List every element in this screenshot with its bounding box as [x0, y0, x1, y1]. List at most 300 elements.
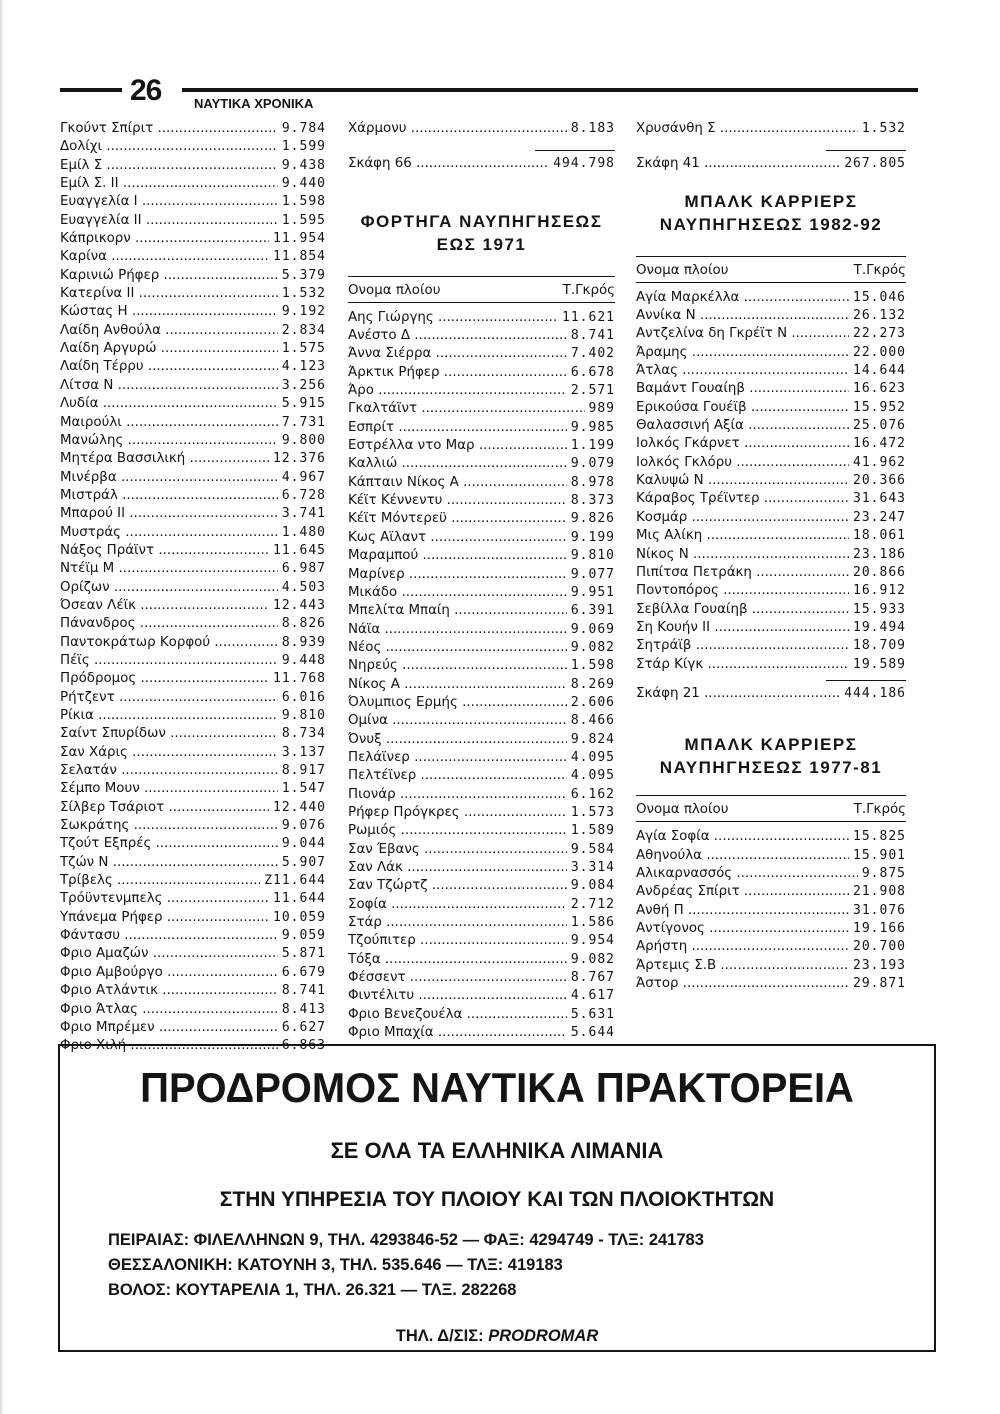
list-item — [636, 546, 906, 564]
gross-tonnage: 1.573 — [570, 804, 615, 820]
ship-name: Τζούπιτερ ..... — [348, 932, 567, 950]
gross-tonnage: 9.077 — [570, 566, 615, 582]
gross-tonnage: 29.871 — [853, 976, 906, 991]
gross-tonnage: 9.875 — [861, 865, 906, 881]
list-item — [348, 749, 615, 767]
ship-name: Σαν Τζώρτζ ..... — [348, 877, 567, 895]
gross-tonnage: 10.059 — [273, 909, 326, 925]
gross-tonnage: 7.731 — [281, 414, 326, 430]
gross-tonnage: 16.472 — [853, 436, 906, 452]
ship-name: Φριο Μπρέμεν ..... — [60, 1019, 278, 1037]
list-item — [348, 896, 615, 914]
gross-tonnage: 9.438 — [281, 157, 326, 173]
contact-volos: ΒΟΛΟΣ: ΚΟΥΤΑΡΕΛΙΑ 1, ΤΗΛ. 26.321 — ΤΛΞ. 282268 — [108, 1281, 517, 1299]
gross-tonnage: 4.095 — [570, 768, 615, 784]
ship-name: Θαλασσινή Αξία ..... — [636, 417, 849, 435]
table-header — [636, 795, 906, 822]
ship-name: Αρήστη ..... — [636, 938, 849, 956]
list-item — [60, 285, 326, 303]
list-item — [636, 490, 906, 508]
list-item — [636, 582, 906, 600]
ship-name: Φριο Ατλάντικ ..... — [60, 982, 278, 1000]
gross-tonnage: 9.076 — [281, 818, 326, 834]
gross-tonnage: 23.193 — [853, 957, 906, 973]
ship-name: Ευαγγελία ΙΙ ..... — [60, 212, 278, 230]
list-item — [60, 248, 326, 266]
sum-rule — [826, 150, 906, 151]
list-item — [636, 454, 906, 472]
header-rule-left — [60, 88, 122, 92]
column-1 — [60, 120, 326, 1056]
ship-name: Σελατάν ..... — [60, 762, 278, 780]
list-item — [60, 762, 326, 780]
ship-name: Γκούντ Σπίριτ ..... — [60, 120, 278, 138]
gross-tonnage: 11.768 — [273, 671, 326, 687]
gross-tonnage: 41.962 — [853, 454, 906, 470]
ship-name: Τρίβελς ..... — [60, 872, 260, 890]
gross-tonnage: 9.985 — [570, 419, 615, 435]
ship-name: Λίτσα Ν ..... — [60, 377, 278, 395]
gross-tonnage: 19.494 — [853, 619, 906, 635]
ad-tagline: ΣΕ ΟΛΑ ΤΑ ΕΛΛΗΝΙΚΑ ΛΙΜΑΝΙΑ — [330, 1138, 664, 1163]
ship-name: Ανέστο Δ ..... — [348, 327, 567, 345]
list-item — [348, 932, 615, 950]
list-item — [60, 432, 326, 450]
ship-name: Στάρ ..... — [348, 914, 567, 932]
page-number: 26 — [130, 74, 162, 107]
total-label: Σκάφη 21 ..... — [636, 685, 840, 703]
gross-tonnage: 9.448 — [281, 652, 326, 668]
ad-subtagline: ΣΤΗΝ ΥΠΗΡΕΣΙΑ ΤΟΥ ΠΛΟΙΟΥ ΚΑΙ ΤΩΝ ΠΛΟΙΟΚΤΗΤΩΝ — [219, 1188, 775, 1211]
ship-name: Πιονάρ ..... — [348, 786, 567, 804]
ship-name: Μικάδο ..... — [348, 584, 567, 602]
gross-tonnage: 2.834 — [281, 322, 326, 338]
gross-tonnage: 12.376 — [273, 451, 326, 467]
gross-tonnage: 31.643 — [853, 491, 906, 507]
list-item — [348, 621, 615, 639]
gross-tonnage: 6.162 — [570, 786, 615, 802]
list-item — [636, 417, 906, 435]
ship-name: Νάξος Πράϊντ ..... — [60, 542, 269, 560]
list-item — [60, 377, 326, 395]
section-subtitle: ΕΩΣ 1971 — [436, 234, 527, 254]
ship-name: Μανώλης ..... — [60, 432, 278, 450]
ship-name: Φριο Αμβούργο ..... — [60, 964, 278, 982]
ship-name: Άννα Σιέρρα ..... — [348, 345, 567, 363]
ship-list — [636, 828, 906, 993]
ship-name: Σεβίλλα Γουαίηβ ..... — [636, 601, 849, 619]
gross-tonnage: 9.824 — [570, 731, 615, 747]
list-item — [636, 883, 906, 901]
gross-tonnage: 1.532 — [861, 121, 906, 136]
gross-tonnage: 8.826 — [281, 616, 326, 632]
table-header — [636, 256, 906, 283]
total-label: Σκάφη 66 ..... — [348, 155, 549, 173]
list-item — [348, 400, 615, 418]
gross-tonnage: 1.595 — [281, 212, 326, 228]
list-item — [348, 345, 615, 363]
ship-name: Άρο ..... — [348, 382, 567, 400]
ship-name: Ιολκός Γκλόρυ ..... — [636, 454, 849, 472]
ship-name: Κάπταιν Νίκος Α ..... — [348, 474, 567, 492]
gross-tonnage: 1.589 — [570, 823, 615, 839]
ship-name: Νηρεύς ..... — [348, 657, 567, 675]
tel-label: ΤΗΛ. Δ/ΣΙΣ: — [395, 1327, 484, 1345]
list-item — [348, 529, 615, 547]
gross-tonnage: 9.810 — [570, 548, 615, 564]
ship-name: Πιπίτσα Πετράκη ..... — [636, 564, 849, 582]
gross-tonnage: 11.645 — [273, 542, 326, 558]
gross-tonnage: 6.627 — [281, 1019, 326, 1035]
ship-name: Ανδρέας Σπίριτ ..... — [636, 883, 849, 901]
ship-name: Φριο Μπαχία ..... — [348, 1024, 567, 1042]
list-item — [60, 964, 326, 982]
ship-name: Τζούτ Εξπρές ..... — [60, 835, 278, 853]
ship-name: Αντίγονος ..... — [636, 920, 849, 938]
gross-tonnage: 11.621 — [562, 309, 615, 325]
ship-name: Άραμης ..... — [636, 344, 849, 362]
list-item — [60, 927, 326, 945]
gross-tonnage: 8.917 — [281, 763, 326, 779]
list-item — [636, 957, 906, 975]
ship-name: Λαίδη Ανθούλα ..... — [60, 322, 278, 340]
ship-name: Άτλας ..... — [636, 362, 849, 380]
ship-name: Ντέϊμ Μ ..... — [60, 560, 278, 578]
list-item — [60, 689, 326, 707]
ship-name: Ανθή Π ..... — [636, 902, 849, 920]
page-header — [60, 74, 918, 114]
section-subtitle: ΝΑΥΠΗΓΗΣΕΩΣ 1982-92 — [659, 214, 883, 234]
gross-tonnage: 16.623 — [853, 381, 906, 397]
ship-name: Ομίνα ..... — [348, 712, 567, 730]
gross-tonnage: 20.700 — [853, 939, 906, 955]
column-header-tonnage: Τ.Γκρός — [853, 802, 906, 818]
list-item — [60, 120, 326, 138]
gross-tonnage: 1.547 — [281, 781, 326, 797]
gross-tonnage: 8.466 — [570, 713, 615, 729]
section-title: ΜΠΑΛΚ ΚΑΡΡΙΕΡΣ — [684, 191, 858, 211]
ship-name: Καλυψώ Ν ..... — [636, 472, 849, 490]
gross-tonnage: 2.571 — [570, 383, 615, 399]
ship-list — [60, 120, 326, 1056]
ship-name: Μιστράλ ..... — [60, 487, 278, 505]
ship-name: Σοφία ..... — [348, 896, 567, 914]
list-item — [348, 364, 615, 382]
ship-name: Εστρέλλα ντο Μαρ ..... — [348, 437, 567, 455]
ship-name: Εμίλ Σ ..... — [60, 157, 278, 175]
gross-tonnage: 8.939 — [281, 634, 326, 650]
ship-name: Λυδία ..... — [60, 395, 278, 413]
gross-tonnage: 22.000 — [853, 344, 906, 360]
list-item — [348, 877, 615, 895]
ship-name: Σαίντ Σπυρίδων ..... — [60, 725, 278, 743]
gross-tonnage: 9.800 — [281, 432, 326, 448]
gross-tonnage: 5.871 — [281, 946, 326, 962]
gross-tonnage: 6.863 — [281, 1038, 326, 1054]
list-item — [60, 1001, 326, 1019]
ship-name: Φάντασυ ..... — [60, 927, 278, 945]
list-item — [60, 615, 326, 633]
list-item — [60, 560, 326, 578]
list-item — [348, 841, 615, 859]
section-title: ΦΟΡΤΗΓΑ ΝΑΥΠΗΓΗΣΕΩΣ — [360, 211, 603, 231]
gross-tonnage: 6.678 — [570, 364, 615, 380]
ship-name: Άρκτικ Ρήφερ ..... — [348, 364, 567, 382]
gross-tonnage: 1.532 — [281, 286, 326, 302]
list-item — [636, 975, 906, 993]
list-item — [60, 303, 326, 321]
ship-name: Κοσμάρ ..... — [636, 509, 849, 527]
ship-name: Αλικαρνασσός ..... — [636, 865, 858, 883]
list-item — [60, 505, 326, 523]
section-subtitle: ΝΑΥΠΗΓΗΣΕΩΣ 1977-81 — [659, 758, 883, 778]
list-item — [636, 828, 906, 846]
list-item — [348, 1006, 615, 1024]
list-item — [636, 865, 906, 883]
ship-name: Φιντέλιτυ ..... — [348, 987, 567, 1005]
gross-tonnage: 1.480 — [281, 524, 326, 540]
gross-tonnage: 4.617 — [570, 988, 615, 1004]
gross-tonnage: 15.825 — [853, 829, 906, 845]
sum-rule — [535, 150, 615, 151]
ship-name: Γκαλτάϊντ ..... — [348, 400, 585, 418]
gross-tonnage: 9.069 — [570, 621, 615, 637]
ship-name: Πρόδρομος ..... — [60, 670, 269, 688]
gross-tonnage: 7.402 — [570, 346, 615, 362]
ship-name: Αντζελίνα δη Γκρέϊτ Ν ..... — [636, 325, 849, 343]
list-item — [60, 817, 326, 835]
list-item — [60, 469, 326, 487]
gross-tonnage: 9.826 — [570, 511, 615, 527]
ship-name: Νέος ..... — [348, 639, 567, 657]
gross-tonnage: 1.199 — [570, 438, 615, 454]
gross-tonnage: 31.076 — [853, 902, 906, 918]
contact-thessaloniki: ΘΕΣΣΑΛΟΝΙΚΗ: ΚΑΤΟΥΝΗ 3, ΤΗΛ. 535.646 — ΤΛΞ: 419183 — [108, 1256, 563, 1274]
gross-tonnage: 9.199 — [570, 529, 615, 545]
total-label: Σκάφη 41 ..... — [636, 155, 840, 173]
list-item — [348, 657, 615, 675]
gross-tonnage: 8.741 — [281, 983, 326, 999]
list-item — [348, 712, 615, 730]
list-item — [348, 492, 615, 510]
gross-tonnage: 9.440 — [281, 176, 326, 192]
gross-tonnage: 4.095 — [570, 749, 615, 765]
list-item — [348, 547, 615, 565]
ship-name: Ερικούσα Γουέϊβ ..... — [636, 399, 849, 417]
table-header — [348, 276, 615, 303]
gross-tonnage: 11.644 — [273, 891, 326, 907]
ship-name: Μις Αλίκη ..... — [636, 527, 849, 545]
ship-name: Χάρμονυ ..... — [348, 120, 567, 138]
gross-tonnage: 3.137 — [281, 744, 326, 760]
list-item — [348, 120, 615, 138]
gross-tonnage: 3.256 — [281, 377, 326, 393]
gross-tonnage: 1.599 — [281, 139, 326, 155]
contact-piraeus: ΠΕΙΡΑΙΑΣ: ΦΙΛΕΛΛΗΝΩΝ 9, ΤΗΛ. 4293846-52 — ΦΑΞ: 4294749 - ΤΛΞ: 241783 — [108, 1231, 704, 1249]
list-item — [60, 725, 326, 743]
gross-tonnage: 989 — [588, 401, 615, 417]
list-item — [60, 854, 326, 872]
column-3 — [636, 120, 906, 993]
gross-tonnage: 1.598 — [281, 194, 326, 210]
list-item — [348, 786, 615, 804]
ship-name: Ση Κουήν ΙΙ ..... — [636, 619, 849, 637]
list-item — [60, 597, 326, 615]
ship-name: Παντοκράτωρ Κορφού ..... — [60, 634, 278, 652]
gross-tonnage: 18.061 — [853, 528, 906, 544]
gross-tonnage: 14.644 — [853, 363, 906, 379]
gross-tonnage: 4.503 — [281, 579, 326, 595]
list-item — [60, 744, 326, 762]
list-item — [348, 822, 615, 840]
total-value: 267.805 — [844, 156, 906, 172]
total-value: 494.798 — [553, 156, 615, 172]
list-item — [60, 358, 326, 376]
list-item — [348, 767, 615, 785]
gross-tonnage: Ζ11.644 — [264, 873, 326, 889]
list-item — [60, 450, 326, 468]
gross-tonnage: 9.082 — [570, 639, 615, 655]
ship-name: Ορίζων ..... — [60, 579, 278, 597]
advertisement-box — [58, 1044, 936, 1352]
list-item — [348, 510, 615, 528]
list-item — [60, 780, 326, 798]
list-item — [348, 639, 615, 657]
gross-tonnage: 9.059 — [281, 928, 326, 944]
ship-name: Σαν Λάκ ..... — [348, 859, 567, 877]
ship-name: Ποντοπόρος ..... — [636, 582, 849, 600]
ship-name: Εμίλ Σ. ΙΙ ..... — [60, 175, 278, 193]
list-item — [60, 670, 326, 688]
gross-tonnage: 8.978 — [570, 474, 615, 490]
ship-name: Σαν Χάρις ..... — [60, 744, 278, 762]
ship-name: Ρήφερ Πρόγκρες ..... — [348, 804, 567, 822]
ship-name: Κάπρικορν ..... — [60, 230, 269, 248]
ship-name: Φριο Άτλας ..... — [60, 1001, 278, 1019]
list-item — [636, 380, 906, 398]
ship-name: Φριο Χιλή ..... — [60, 1037, 278, 1055]
gross-tonnage: 9.810 — [281, 708, 326, 723]
list-item — [348, 987, 615, 1005]
list-item — [60, 524, 326, 542]
ship-name: Λαίδη Τέρρυ ..... — [60, 358, 278, 376]
gross-tonnage: 15.933 — [853, 601, 906, 617]
gross-tonnage: 26.132 — [853, 308, 906, 324]
section-title: ΜΠΑΛΚ ΚΑΡΡΙΕΡΣ — [684, 735, 858, 755]
ship-name: Σαν Έβανς ..... — [348, 841, 567, 859]
ship-name: Μητέρα Βασσιλική ..... — [60, 450, 269, 468]
list-item — [348, 694, 615, 712]
gross-tonnage: 9.082 — [570, 951, 615, 967]
list-item — [348, 969, 615, 987]
ship-name: Κέϊτ Κέννεντυ ..... — [348, 492, 567, 510]
list-item — [636, 938, 906, 956]
ship-name: Ρωμιός ..... — [348, 822, 567, 840]
gross-tonnage: 5.631 — [570, 1006, 615, 1022]
gross-tonnage: 8.269 — [570, 676, 615, 692]
ship-name: Μπαρού ΙΙ ..... — [60, 505, 278, 523]
list-item — [60, 542, 326, 560]
ship-name: Αης Γιώργης ..... — [348, 309, 558, 327]
list-item — [636, 289, 906, 307]
ship-name: Μαιρούλι ..... — [60, 414, 278, 432]
ship-name: Αθηνούλα ..... — [636, 847, 849, 865]
list-item — [60, 579, 326, 597]
list-item — [636, 637, 906, 655]
list-item — [636, 564, 906, 582]
ship-name: Όλυμπιος Ερμής ..... — [348, 694, 567, 712]
ship-name: Δολίχι ..... — [60, 138, 278, 156]
ship-name: Ευαγγελία Ι ..... — [60, 193, 278, 211]
ship-name: Ρήτζεντ ..... — [60, 689, 278, 707]
gross-tonnage: 9.044 — [281, 836, 326, 852]
ship-name: Εσπρίτ ..... — [348, 419, 567, 437]
list-item — [60, 945, 326, 963]
ship-name: Κώστας Η ..... — [60, 303, 278, 321]
gross-tonnage: 6.728 — [281, 487, 326, 503]
ship-list — [348, 309, 615, 1043]
ship-name: Αγία Μαρκέλλα ..... — [636, 289, 849, 307]
list-item — [636, 325, 906, 343]
ship-name: Λαίδη Αργυρώ ..... — [60, 340, 278, 358]
ship-name: Μαρίνερ ..... — [348, 566, 567, 584]
list-item — [636, 344, 906, 362]
list-item — [348, 309, 615, 327]
list-item — [60, 340, 326, 358]
list-item — [60, 634, 326, 652]
list-item — [348, 419, 615, 437]
gross-tonnage: 15.901 — [853, 847, 906, 863]
total-row — [636, 155, 906, 173]
gross-tonnage: 9.954 — [570, 933, 615, 949]
gross-tonnage: 19.166 — [853, 920, 906, 936]
list-item — [636, 847, 906, 865]
list-item — [60, 487, 326, 505]
gross-tonnage: 9.079 — [570, 456, 615, 472]
sum-rule — [826, 680, 906, 681]
ship-name: Αγία Σοφία ..... — [636, 828, 849, 846]
ship-name: Όνυξ ..... — [348, 731, 567, 749]
ship-name: Καρινιώ Ρήφερ ..... — [60, 267, 278, 285]
list-item — [348, 327, 615, 345]
ship-name: Νάϊα ..... — [348, 621, 567, 639]
ship-name: Κέϊτ Μόντερεϋ ..... — [348, 510, 567, 528]
list-item — [348, 804, 615, 822]
ad-title: ΠΡΟΔΡΟΜΟΣ ΝΑΥΤΙΚΑ ΠΡΑΚΤΟΡΕΙΑ — [140, 1064, 854, 1111]
gross-tonnage: 9.584 — [570, 841, 615, 857]
gross-tonnage: 9.084 — [570, 878, 615, 894]
list-item — [636, 656, 906, 674]
gross-tonnage: 1.575 — [281, 341, 326, 357]
list-item — [348, 859, 615, 877]
gross-tonnage: 1.598 — [570, 658, 615, 674]
gross-tonnage: 15.046 — [853, 289, 906, 305]
ship-name: Σητράϊβ ..... — [636, 637, 849, 655]
page-edge-shadow — [0, 0, 4, 1414]
gross-tonnage: 8.767 — [570, 970, 615, 986]
ship-name: Αννίκα Ν ..... — [636, 307, 849, 325]
ship-name: Σωκράτης ..... — [60, 817, 278, 835]
total-row — [636, 685, 906, 703]
gross-tonnage: 4.123 — [281, 359, 326, 375]
list-item — [348, 382, 615, 400]
list-item — [60, 212, 326, 230]
publication-title: ΝΑΥΤΙΚΑ ΧΡΟΝΙΚΑ — [194, 96, 314, 111]
gross-tonnage: 6.987 — [281, 561, 326, 577]
list-item — [348, 731, 615, 749]
list-item — [348, 602, 615, 620]
list-item — [60, 872, 326, 890]
